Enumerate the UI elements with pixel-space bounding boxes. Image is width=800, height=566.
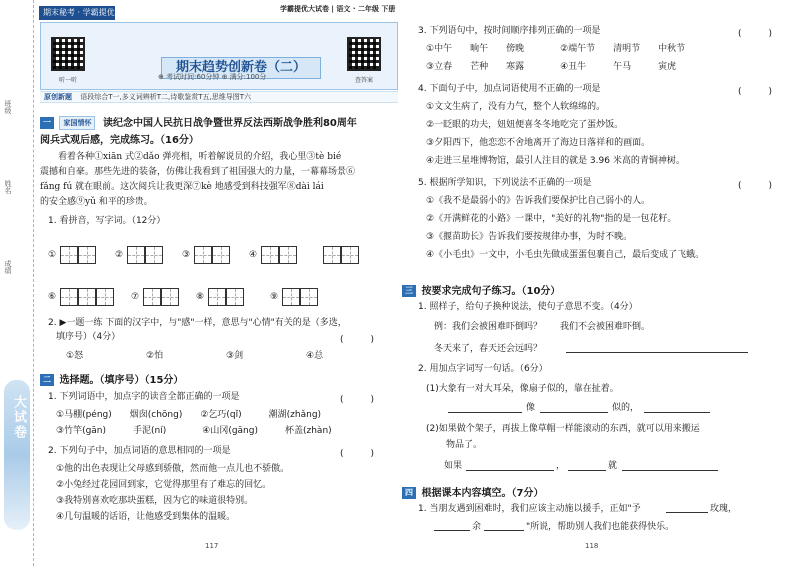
- grid-label: ④: [249, 250, 258, 260]
- answer-blank[interactable]: [434, 530, 470, 531]
- s1-q2-option: ①怒: [66, 351, 84, 361]
- writing-grid-cell[interactable]: [208, 288, 226, 306]
- qr-left-caption: 听一听: [58, 77, 77, 84]
- s1-q2-line2: 填序号）（4分）: [56, 332, 121, 342]
- writing-grid-cell[interactable]: [60, 246, 78, 264]
- banner: [40, 91, 398, 103]
- answer-blank[interactable]: [484, 530, 524, 531]
- writing-grid-cell[interactable]: [323, 246, 341, 264]
- writing-grid-cell[interactable]: [212, 246, 230, 264]
- section1-heading: [40, 114, 357, 130]
- page-number-left: 117: [205, 542, 219, 550]
- passage-line: 的安全感⑨yǔ 和平的珍贵。: [40, 197, 153, 207]
- s3-q2-2-fill-c: 就: [608, 461, 618, 471]
- grid-label: ⑥: [48, 292, 57, 302]
- section1-tag: 家国情怀: [59, 116, 95, 130]
- section4-title: 根据课本内容填空。（7分）: [421, 488, 544, 499]
- writing-grid-cell[interactable]: [143, 288, 161, 306]
- exam-meta: ⊕ 考试时间:60分钟 ⊕ 满分:100分: [158, 73, 267, 81]
- brand-tag: 期末秘考 · 学霸提优: [39, 6, 115, 20]
- s3-q2: 2. 用加点字词写一句话。（6分）: [418, 364, 548, 374]
- binding-wave-text: 大试卷: [11, 395, 26, 440]
- answer-blank[interactable]: [466, 470, 554, 471]
- s2-q2: 2. 下列句子中，加点词语的意思相同的一项是: [48, 446, 231, 456]
- s2-q2-option: ②小兔经过花园回到家，它觉得那里有了难忘的回忆。: [56, 480, 272, 490]
- banner-label: 原创新题: [44, 93, 72, 101]
- grid-label: ③: [182, 250, 191, 260]
- section2-title: 选择题。（填序号）（15分）: [59, 375, 184, 386]
- s4-q1-line2-mid: 余: [472, 522, 482, 532]
- writing-grid-cell[interactable]: [300, 288, 318, 306]
- passage-line: 看着各种①xiān 式②dǎo 弹亮相，听着解说员的介绍，我心里③tè bié: [40, 152, 342, 162]
- q4-option: ③夕阳西下，他恋恋不舍地离开了海边日落祥和的画面。: [426, 138, 651, 148]
- binding-strip: [0, 0, 34, 566]
- section1-number: 一: [40, 117, 54, 129]
- writing-grid-cell[interactable]: [161, 288, 179, 306]
- s3-q2-1: (1)大象有一对大耳朵，像扇子似的，靠在扯着。: [426, 384, 619, 394]
- s1-q2-option: ②怕: [146, 351, 164, 361]
- binding-name-label: 姓名: [4, 180, 12, 194]
- s3-q1-example: 例：我们会被困难吓倒吗？ 我们不会被困难吓倒。: [434, 322, 651, 332]
- writing-grid-cell[interactable]: [60, 288, 78, 306]
- writing-grid-cell[interactable]: [96, 288, 114, 306]
- s1-q2-option: ④总: [306, 351, 324, 361]
- grid-label: ②: [115, 250, 124, 260]
- writing-grid-cell[interactable]: [194, 246, 212, 264]
- q3-option: ①中午 晌午 傍晚 ②端午节 清明节 中秋节: [426, 44, 686, 54]
- s4-q1-line1-end: 玫瑰，: [710, 504, 738, 514]
- answer-paren[interactable]: ( ): [738, 181, 773, 191]
- answer-blank[interactable]: [644, 412, 710, 413]
- writing-grid-cell[interactable]: [127, 246, 145, 264]
- grid-label: ⑦: [131, 292, 140, 302]
- s1-q2-line1: 2. ▶一题一练 下面的汉字中，与"感"一样，意思与"心情"有关的是（多选，: [48, 318, 347, 328]
- grid-label: ①: [48, 250, 57, 260]
- qr-code-left[interactable]: [51, 37, 85, 71]
- answer-blank[interactable]: [568, 470, 606, 471]
- writing-grid-cell[interactable]: [279, 246, 297, 264]
- grid-label: ⑨: [270, 292, 279, 302]
- s3-q2-1-fill-b: 似的，: [612, 403, 640, 413]
- answer-blank[interactable]: [622, 470, 718, 471]
- q5-option: ①《我不是最弱小的》告诉我们要保护比自己弱小的人。: [426, 196, 651, 206]
- writing-grid-cell[interactable]: [261, 246, 279, 264]
- answer-blank[interactable]: [566, 352, 748, 353]
- s2-q1-option: ①马棚(péng) 烟囱(chōng) ②乞巧(qǐ) 潮湖(zhǎng): [56, 410, 322, 420]
- right-header-text: 学霸提优大试卷 | 语文 · 二年级 下册: [280, 5, 396, 13]
- s4-q1-line1: 1. 当朋友遇到困难时，我们应该主动施以援手，正如"予: [418, 504, 641, 514]
- q4-option: ①文文生病了，没有力气，整个人软绵绵的。: [426, 102, 606, 112]
- section1-title-line2: 阅兵式观后感，完成练习。（16分）: [40, 135, 199, 146]
- section3-title: 按要求完成句子练习。（10分）: [421, 286, 561, 297]
- s3-q2-2-fill-a: 如果: [444, 461, 463, 471]
- s2-q2-option: ④几句温暖的话语，让他感受到集体的温暖。: [56, 512, 236, 522]
- qr-code-right[interactable]: [347, 37, 381, 71]
- s3-q1-item: 冬天来了，春天还会远吗？: [434, 344, 543, 354]
- s2-q2-option: ①他的出色表现让父母感到骄傲，然而他一点儿也不骄傲。: [56, 464, 290, 474]
- writing-grid-cell[interactable]: [282, 288, 300, 306]
- answer-blank[interactable]: [540, 412, 608, 413]
- answer-paren[interactable]: ( ): [340, 395, 375, 405]
- s3-q2-2-line1: (2)如果做个架子，再拔上像草帽一样能滚动的东西，就可以用来搬运: [426, 424, 700, 434]
- binding-score-label: 成绩: [4, 260, 12, 274]
- grid-label: ⑧: [196, 292, 205, 302]
- writing-grid-cell[interactable]: [226, 288, 244, 306]
- answer-paren[interactable]: ( ): [340, 335, 375, 345]
- writing-grid-cell[interactable]: [78, 288, 96, 306]
- banner-text: 语段综合T一,多义词辨析T二,诗歌鉴赏T五,思维导图T六: [80, 93, 252, 101]
- writing-grid-cell[interactable]: [341, 246, 359, 264]
- s1-q1: 1. 看拼音，写字词。（12分）: [48, 216, 166, 226]
- q4-option: ④走进三星堆博物馆，最引人注目的就是 3.96 米高的青铜神树。: [426, 156, 685, 166]
- passage-line: fǎng fú 就在眼前。这次阅兵让我更深⑦kè 地感受到科技强军⑧dài lái: [40, 182, 324, 192]
- q4: 4. 下面句子中，加点词语使用不正确的一项是: [418, 84, 601, 94]
- answer-blank[interactable]: [448, 412, 522, 413]
- s3-q2-2-fill-b: ，: [556, 461, 566, 471]
- q5-option: ②《开满鲜花的小路》一课中，"美好的礼物"指的是一包花籽。: [426, 214, 677, 224]
- answer-paren[interactable]: ( ): [340, 449, 375, 459]
- section4-number: 四: [402, 487, 416, 499]
- q3-option: ③立春 芒种 寒露 ④丑牛 午马 寅虎: [426, 62, 677, 72]
- s2-q1-option: ③竹竿(gān) 手泥(ní) ④山冈(gāng) 杯盖(zhàn): [56, 426, 332, 436]
- writing-grid-cell[interactable]: [145, 246, 163, 264]
- section2-number: 二: [40, 374, 54, 386]
- q5-option: ④《小毛虫》一文中，小毛虫先做成蛋蛋包裹自己，最后变成了飞蛾。: [426, 250, 705, 260]
- answer-paren[interactable]: ( ): [738, 29, 773, 39]
- passage-line: 震撼和自豪。那些先进的装备，仿佛让我看到了祖国强大的力量，一幕幕场景⑥: [40, 167, 356, 177]
- binding-class-label: 班级: [4, 100, 12, 114]
- section4-heading: [402, 484, 543, 499]
- s2-q1: 1. 下列词语中，加点字的读音全都正确的一项是: [48, 392, 240, 402]
- section1-title-line1: 读纪念中国人民抗日战争暨世界反法西斯战争胜利80周年: [102, 118, 357, 129]
- answer-blank[interactable]: [666, 512, 708, 513]
- s3-q2-2-line2: 物品了。: [446, 440, 483, 450]
- page-number-right: 118: [585, 542, 599, 550]
- section3-number: 三: [402, 285, 416, 297]
- answer-paren[interactable]: ( ): [738, 87, 773, 97]
- s2-q2-option: ③我特别喜欢吃那块蛋糕，因为它的味道很特别。: [56, 496, 254, 506]
- qr-right-caption: 查答案: [354, 77, 373, 84]
- q4-option: ②一眨眼的功夫，妞妞便喜冬冬地吃完了蛋炒饭。: [426, 120, 624, 130]
- section3-heading: [402, 282, 560, 297]
- s4-q1-line2-end: "所说，帮助别人我们也能获得快乐。: [526, 522, 675, 532]
- q3: 3. 下列语句中，按时间顺序排列正确的一项是: [418, 26, 601, 36]
- section2-heading: [40, 371, 183, 386]
- s3-q1: 1. 照样子，给句子换种说法，使句子意思不变。（4分）: [418, 302, 638, 312]
- s3-q2-1-fill-a: 像: [526, 403, 536, 413]
- writing-grid-cell[interactable]: [78, 246, 96, 264]
- binding-dashed-line: [33, 0, 34, 566]
- exam-title: 期末趋势创新卷（二）: [161, 57, 321, 79]
- q5-option: ③《揠苗助长》告诉我们要按规律办事，为时不晚。: [426, 232, 633, 242]
- q5: 5. 根据所学知识，下列说法不正确的一项是: [418, 178, 592, 188]
- s1-q2-option: ③剑: [226, 351, 244, 361]
